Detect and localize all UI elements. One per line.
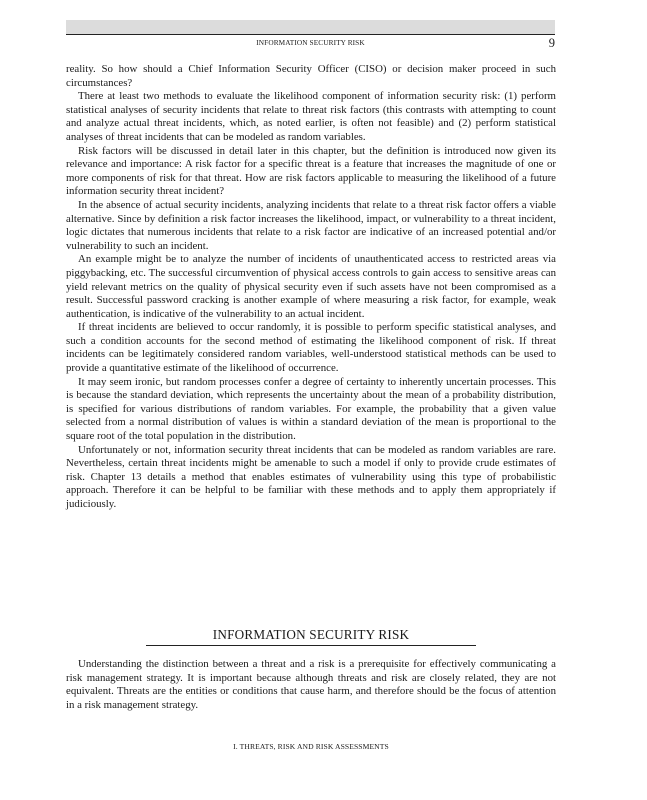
section-title: INFORMATION SECURITY RISK <box>212 627 410 642</box>
section-paragraph: Understanding the distinction between a threat and a risk is a prerequisite for effectively communicating a risk management strategy. It is important because although threats and risk are closely related, they are not equivalent. Threats are the entities or conditions that cause harm, and therefore should be the focus of attention in a risk management strategy. <box>66 658 556 711</box>
header-bar <box>66 20 555 34</box>
running-head: INFORMATION SECURITY RISK <box>256 38 365 47</box>
page-number: 9 <box>548 36 555 50</box>
paragraph-5: An example might be to analyze the number of incidents of unauthenticated access to restricted areas via piggybacking, etc. The successful circumvention of physical access controls to gain access to sensitive areas can yield relevant metrics on the quality of physical security even if such assets have not been compromised as a result. Successful password cracking is another example of where measuring a risk factor, for example, weak authentication, is indicative of the vulnerability to an actual incident. <box>66 253 556 320</box>
section-rule <box>146 645 476 646</box>
paragraph-1: reality. So how should a Chief Information Security Officer (CISO) or decision maker proceed in such circumstances? <box>66 63 556 89</box>
paragraph-7: It may seem ironic, but random processes confer a degree of certainty to inherently uncertain processes. This is because the standard deviation, which represents the uncertainty about the mean of a probability distribution, is specified for various distributions of random variables. For example, the probability that a given value selected from a normal distribution of values is within a standard deviation of the mean is proportional to the square root of the total population in the distribution. <box>66 375 556 443</box>
paragraph-3: Risk factors will be discussed in detail later in this chapter, but the definition is introduced now given its relevance and importance: A risk factor for a specific threat is a feature that increases the magnitude of one or more components of risk for that threat. How are risk factors applicable to measuring the likelihood of a future information security threat incident? <box>66 144 556 198</box>
paragraph-2: There at least two methods to evaluate the likelihood component of information security risk: (1) perform statistical analyses of security incidents that relate to threat risk factors (this contrasts with attempting to count and analyze actual threat incidents, which, as noted earlier, is often not feasible) and (2) perform statistical analyses of threat incidents that can be modeled as random variables. <box>66 90 556 143</box>
paragraph-8: Unfortunately or not, information security threat incidents that can be modeled as random variables are rare. Nevertheless, certain threat incidents might be amenable to such a model if only to provide crude estimates of risk. Chapter 13 details a method that enables estimates of vulnerability using this type of probabilistic approach. Therefore it can be helpful to be familiar with these methods and to apply them appropriately if judiciously. <box>66 443 556 510</box>
section-text <box>66 658 556 712</box>
paragraph-4: In the absence of actual security incidents, analyzing incidents that relate to a threat risk factor offers a viable alternative. Since by definition a risk factor increases the likelihood, impact, or vulnerability to a threat incident, logic dictates that numerous incidents that relate to a risk factor are indicative of an increased potential and/or vulnerability to such an incident. <box>66 198 556 252</box>
paragraph-6: If threat incidents are believed to occur randomly, it is possible to perform specific statistical analyses, and such a condition accounts for the second method of estimating the likelihood component of risk. If threat incidents can be legitimately considered random variables, well-understood statistical methods can be used to provide a quantitative estimate of the likelihood of occurrence. <box>66 321 556 375</box>
footer: I. THREATS, RISK AND RISK ASSESSMENTS <box>233 742 389 751</box>
header-rule <box>66 34 555 35</box>
body-text <box>66 63 556 512</box>
